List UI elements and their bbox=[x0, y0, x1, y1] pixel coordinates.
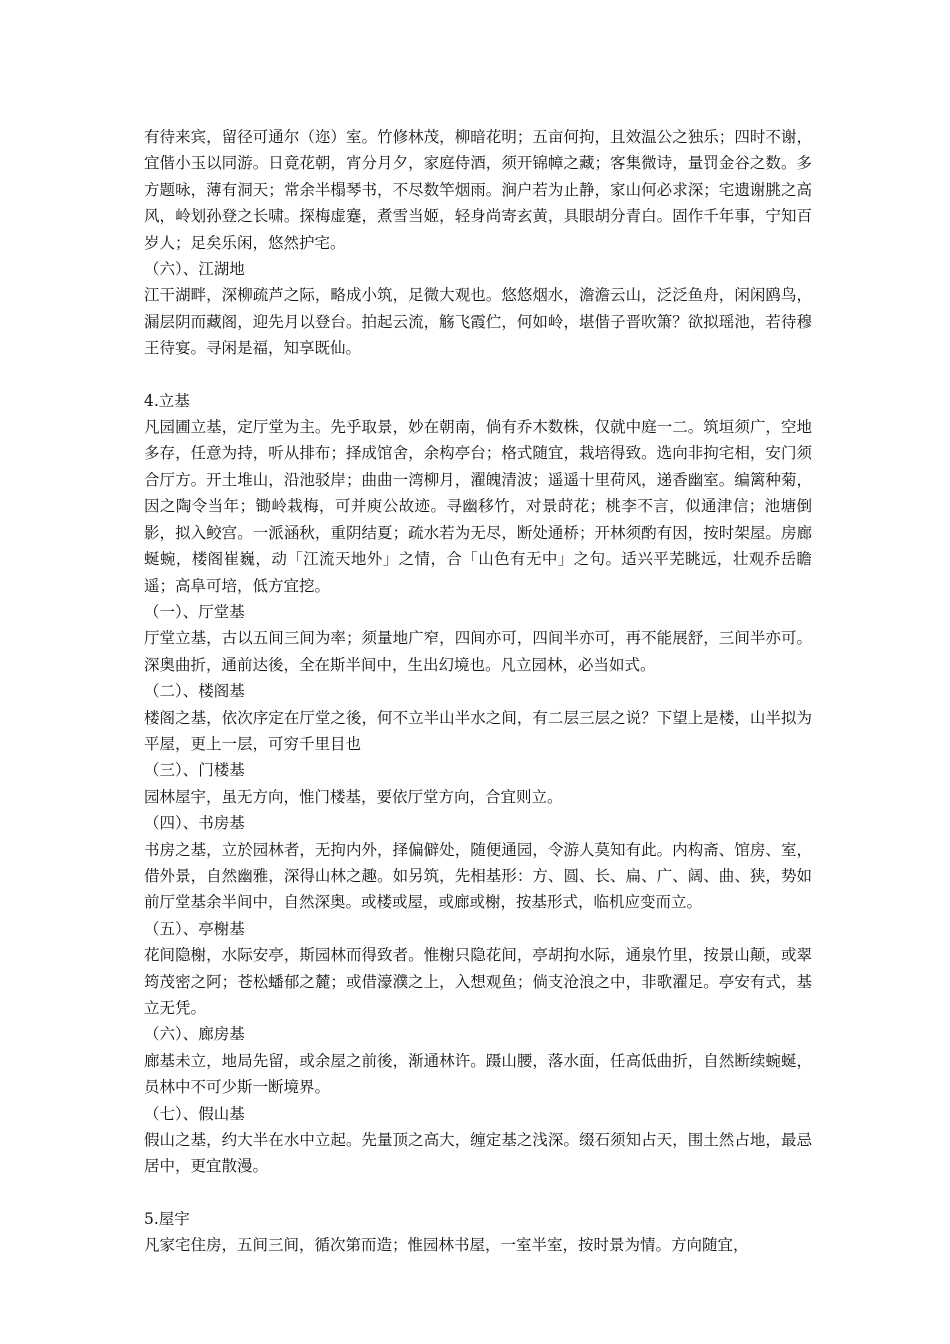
section-heading: （一）、厅堂基 bbox=[144, 602, 245, 621]
section-gap bbox=[144, 362, 812, 388]
body-paragraph: 有待来宾，留径可通尔（迩）室。竹修林茂，柳暗花明；五亩何拘，且效温公之独乐；四时不谢，宜偕小玉以同游。日竟花朝，宵分月夕，家庭侍酒，须开锦幛之藏；客集微诗，量罚金谷之数。多方题咏，薄有洞天；常余半榻琴书，不尽数竿烟雨。涧户若为止静，家山何必求深；宅遗谢朓之高风，岭划孙登之长啸。探梅虚蹇，煮雪当姬，轻身尚寄玄黄，具眼胡分青白。固作千年事，宁知百岁人；足矣乐闲，悠然护宅。 bbox=[144, 128, 812, 252]
body-paragraph: 园林屋宇，虽无方向，惟门楼基，要依厅堂方向，合宜则立。 bbox=[144, 787, 563, 806]
section-heading: （三）、门楼基 bbox=[144, 761, 245, 780]
section-gap bbox=[144, 1180, 812, 1206]
body-paragraph: 凡家宅住房，五间三间，循次第而造；惟园林书屋，一室半室，按时景为情。方向随宜， bbox=[144, 1236, 749, 1255]
document-page bbox=[144, 124, 812, 1259]
body-paragraph: 假山之基，约大半在水中立起。先量顶之高大，缠定基之浅深。缀石须知占天，围土然占地，最忌居中，更宜散漫。 bbox=[144, 1131, 812, 1176]
section-heading: 4.立基 bbox=[144, 391, 190, 410]
section-heading: 5.屋宇 bbox=[144, 1209, 190, 1228]
body-paragraph: 江干湖畔，深柳疏芦之际，略成小筑，足微大观也。悠悠烟水，澹澹云山，泛泛鱼舟，闲闲鸥鸟，漏层阴而藏阁，迎先月以登台。拍起云流，觞飞霞伫，何如岭，堪偕子晋吹箫？欲拟瑶池，若待穆王待宴。寻闲是福，知享既仙。 bbox=[144, 286, 812, 358]
section-heading: （五）、亭榭基 bbox=[144, 919, 245, 938]
section-heading: （六）、廊房基 bbox=[144, 1025, 245, 1044]
body-paragraph: 楼阁之基，依次序定在厅堂之後，何不立半山半水之间，有二层三层之说？下望上是楼，山半拟为平屋，更上一层，可穷千里目也 bbox=[144, 708, 812, 753]
section-heading: （六）、江湖地 bbox=[144, 260, 245, 279]
section-heading: （七）、假山基 bbox=[144, 1104, 245, 1123]
body-paragraph: 书房之基，立於园林者，无拘内外，择偏僻处，随便通园，令游人莫知有此。内构斋、馆房、室，借外景，自然幽雅，深得山林之趣。如另筑，先相基形：方、圆、长、扁、广、阔、曲、狭，势如前厅堂基余半间中，自然深奥。或楼或屋，或廊或榭，按基形式，临机应变而立。 bbox=[144, 840, 812, 912]
body-paragraph: 花间隐榭，水际安亭，斯园林而得致者。惟榭只隐花间，亭胡拘水际，通泉竹里，按景山颠，或翠筠茂密之阿；苍松蟠郁之麓；或借濠濮之上，入想观鱼；倘支沧浪之中，非歌濯足。亭安有式，基立无凭。 bbox=[144, 946, 812, 1017]
section-heading: （二）、楼阁基 bbox=[144, 682, 245, 701]
body-paragraph: 凡园圃立基，定厅堂为主。先乎取景，妙在朝南，倘有乔木数株，仅就中庭一二。筑垣须广，空地多存，任意为持，听从排布；择成馆舍，余构亭台；格式随宜，栽培得致。选向非拘宅相，安门须合厅方。开土堆山，沿池驳岸；曲曲一湾柳月，濯魄清波；遥遥十里荷风，递香幽室。编篱种菊，因之陶令当年；锄岭栽梅，可并庾公故迹。寻幽移竹，对景莳花；桃李不言，似通津信；池塘倒影，拟入鲛宫。一派涵秋，重阴结夏；疏水若为无尽，断处通桥；开林须酌有因，按时架屋。房廊蜒蜿，楼阁崔巍，动「江流天地外」之情，合「山色有无中」之句。适兴平芜眺远，壮观乔岳瞻遥；高阜可培，低方宜挖。 bbox=[144, 418, 812, 595]
body-paragraph: 廊基未立，地局先留，或余屋之前後，渐通林许。蹑山腰，落水面，任高低曲折，自然断续蜿蜒，员林中不可少斯一断境界。 bbox=[144, 1051, 812, 1097]
body-paragraph: 厅堂立基，古以五间三间为率；须量地广窄，四间亦可，四间半亦可，再不能展舒，三间半亦可。深奥曲折，通前达後，全在斯半间中，生出幻境也。凡立园林，必当如式。 bbox=[144, 629, 812, 674]
section-heading: （四）、书房基 bbox=[144, 814, 245, 833]
